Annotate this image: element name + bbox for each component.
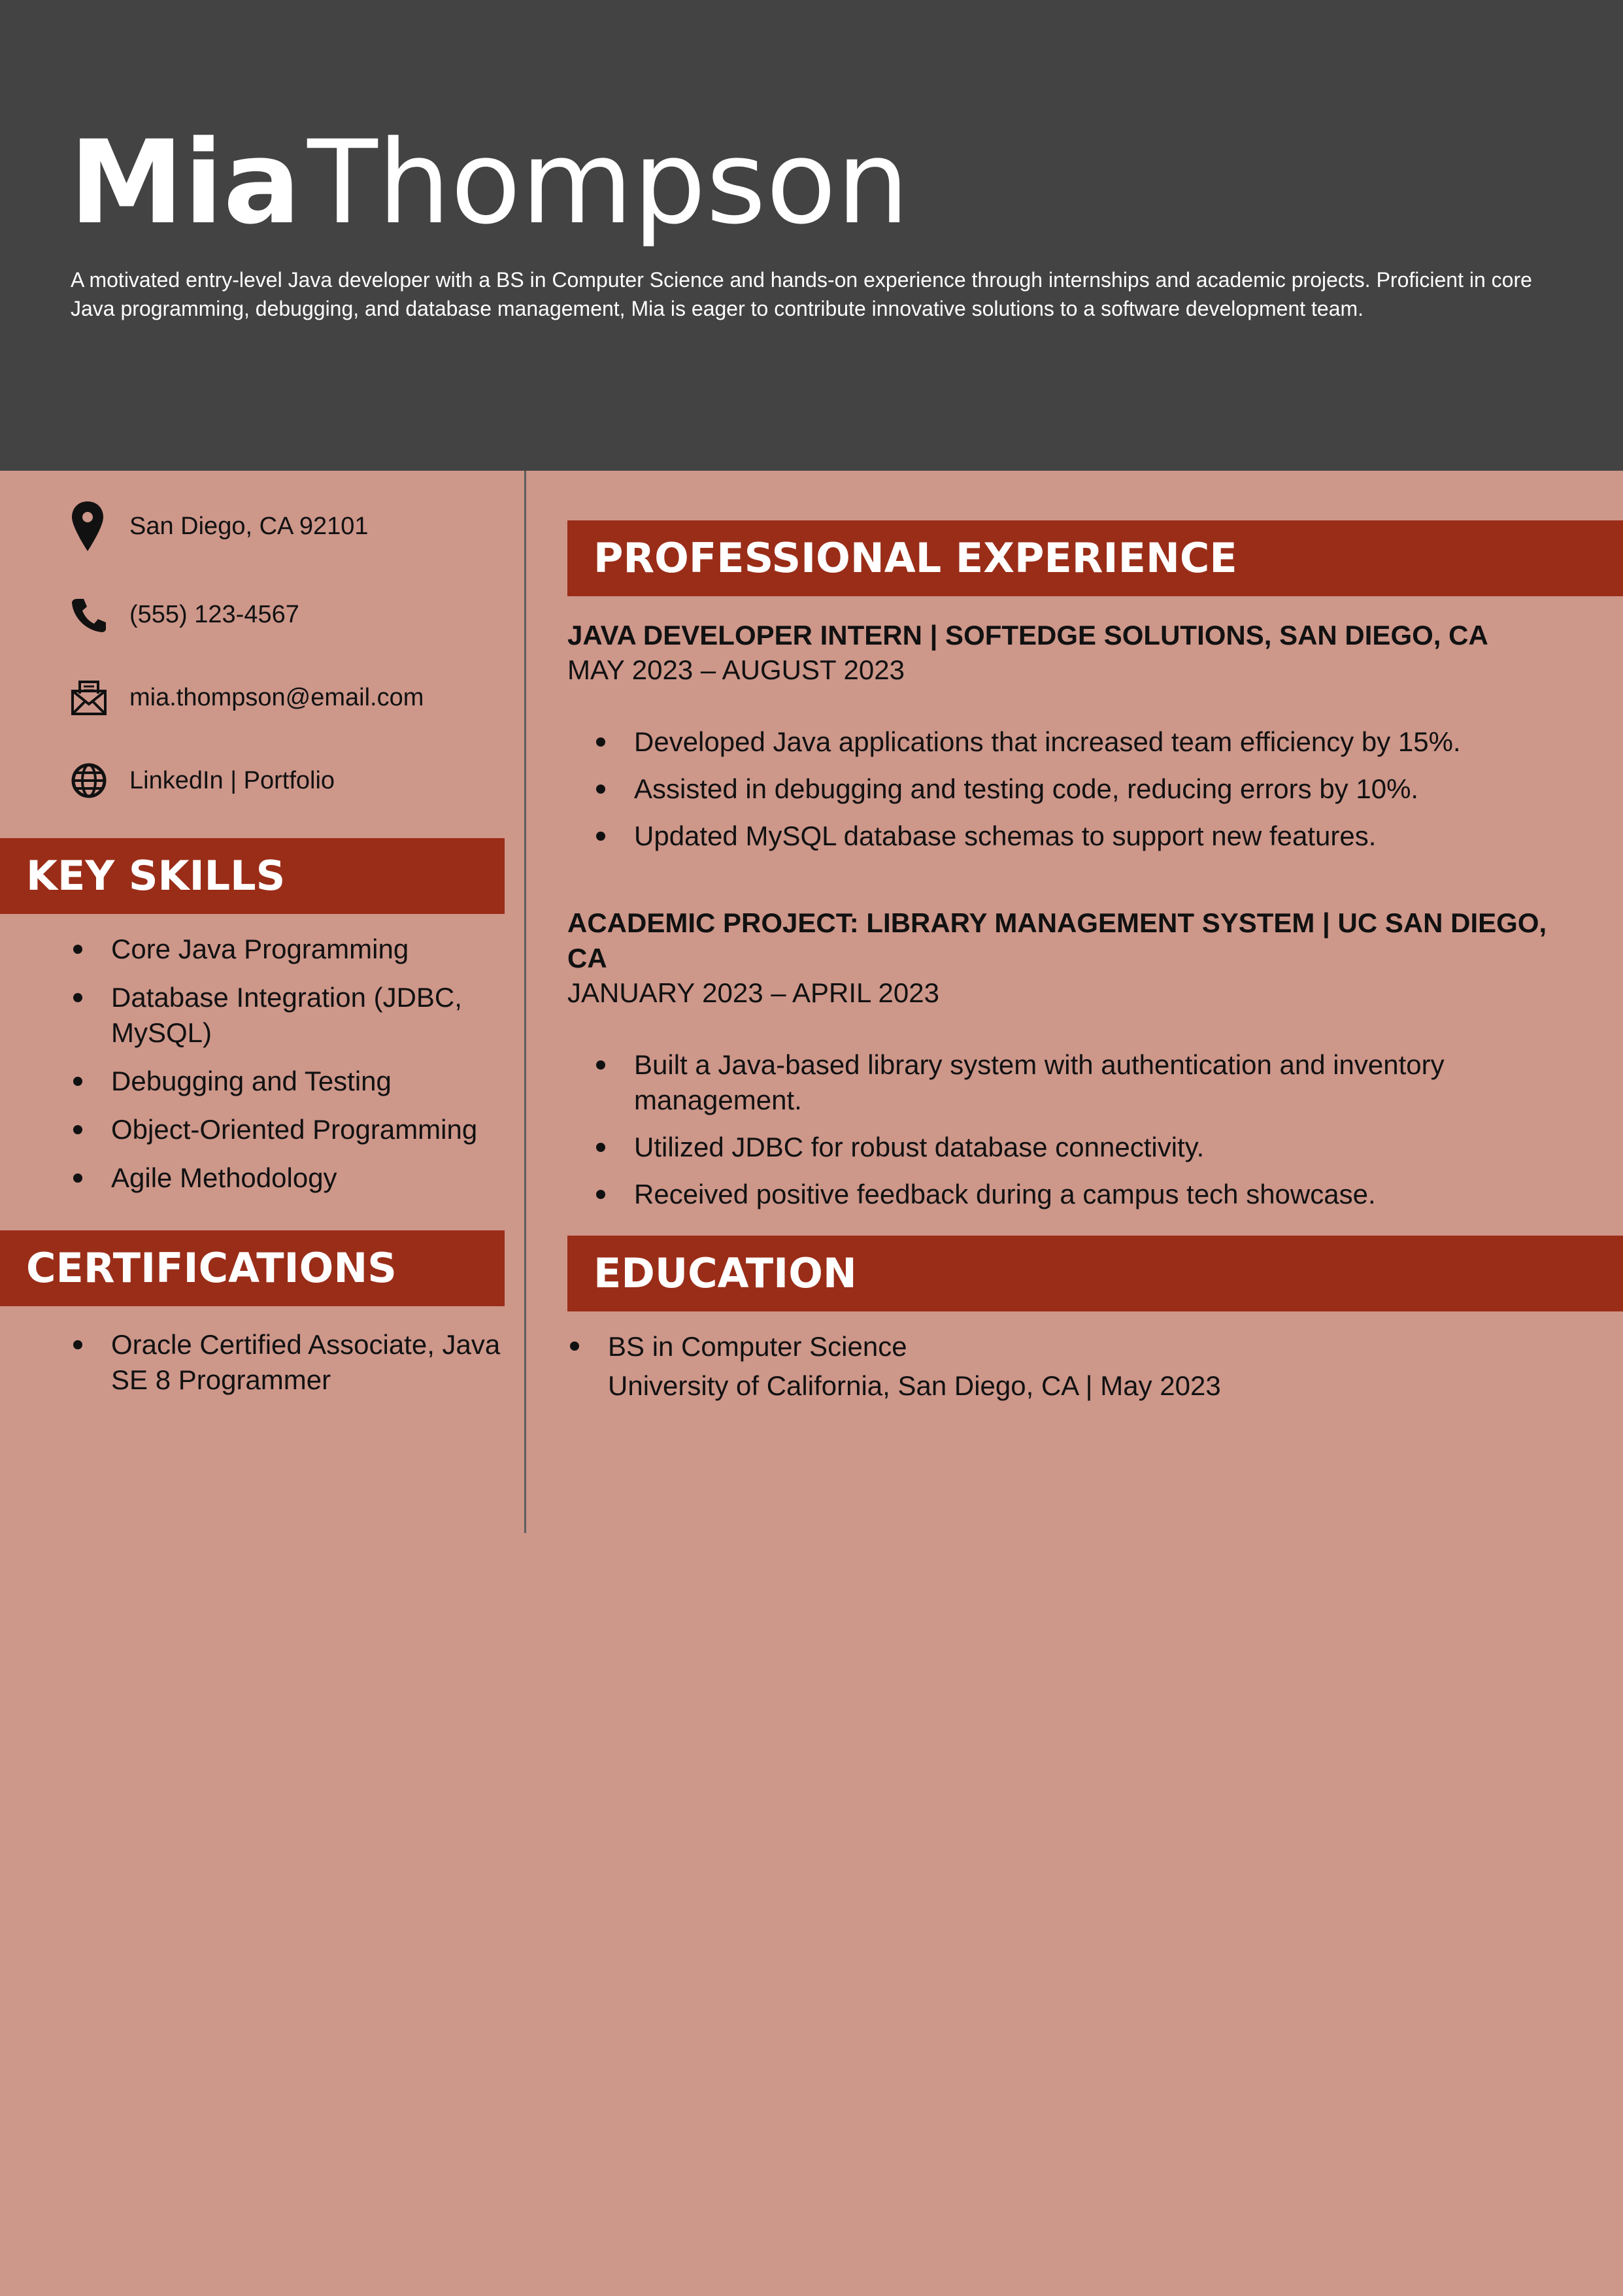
degree: BS in Computer Science: [608, 1331, 907, 1362]
job-title: ACADEMIC PROJECT: LIBRARY MANAGEMENT SYSTEM | UC SAN DIEGO, CA: [567, 907, 1547, 973]
job-bullet: Built a Java-based library system with authentication and inventory management.: [594, 1047, 1574, 1118]
skill-item: Database Integration (JDBC, MySQL): [71, 980, 502, 1051]
job-title: JAVA DEVELOPER INTERN | SOFTEDGE SOLUTIONS, SAN DIEGO, CA: [567, 620, 1488, 650]
location-text: San Diego, CA 92101: [129, 512, 369, 540]
job-bullet: Updated MySQL database schemas to support new features.: [594, 819, 1574, 854]
contact-location: [71, 507, 369, 546]
last-name: Thompson: [307, 116, 910, 250]
certifications-list: [71, 1327, 502, 1398]
header-band: [0, 0, 1623, 471]
profile-summary: A motivated entry-level Java developer with a BS in Computer Science and hands-on experience through internships and academic projects. Proficient in core Java programming, debugging, and database management, Mia is eager to contribute innovative solutions to a software development team.: [71, 268, 1532, 320]
certification-item: Oracle Certified Associate, Java SE 8 Programmer: [71, 1327, 502, 1398]
contact-email: [71, 678, 424, 717]
map-pin-icon: [71, 507, 109, 546]
phone-text: (555) 123-4567: [129, 600, 299, 628]
experience-heading: PROFESSIONAL EXPERIENCE: [567, 520, 1623, 596]
contact-phone: [71, 595, 299, 634]
envelope-icon: [71, 678, 109, 717]
contact-links: [71, 761, 335, 800]
skill-item: Debugging and Testing: [71, 1064, 502, 1099]
skill-item: Core Java Programming: [71, 932, 502, 967]
job-bullets: [594, 724, 1574, 866]
certifications-heading: CERTIFICATIONS: [0, 1230, 505, 1306]
job-bullet: Developed Java applications that increased team efficiency by 15%.: [594, 724, 1574, 760]
job-bullet: Received positive feedback during a campus tech showcase.: [594, 1177, 1574, 1212]
phone-icon: [71, 595, 109, 634]
job-bullets: [594, 1047, 1574, 1224]
education-item: [567, 1327, 1587, 1406]
skill-item: Agile Methodology: [71, 1160, 502, 1196]
email-text[interactable]: mia.thompson@email.com: [129, 683, 424, 711]
skills-heading: KEY SKILLS: [0, 838, 505, 914]
school: University of California, San Diego, CA | May 2023: [608, 1370, 1221, 1401]
links-text[interactable]: LinkedIn | Portfolio: [129, 766, 335, 794]
skills-list: [71, 932, 502, 1209]
first-name: Mia: [69, 116, 301, 250]
column-divider: [524, 471, 526, 1533]
skill-item: Object-Oriented Programming: [71, 1112, 502, 1147]
job-bullet: Assisted in debugging and testing code, reducing errors by 10%.: [594, 771, 1574, 807]
candidate-name: [69, 118, 909, 248]
job-dates: JANUARY 2023 – APRIL 2023: [567, 977, 939, 1008]
job-dates: MAY 2023 – AUGUST 2023: [567, 654, 905, 685]
education-heading: EDUCATION: [567, 1236, 1623, 1311]
job-bullet: Utilized JDBC for robust database connectivity.: [594, 1130, 1574, 1165]
education-list: [567, 1327, 1587, 1406]
globe-icon: [71, 761, 109, 800]
